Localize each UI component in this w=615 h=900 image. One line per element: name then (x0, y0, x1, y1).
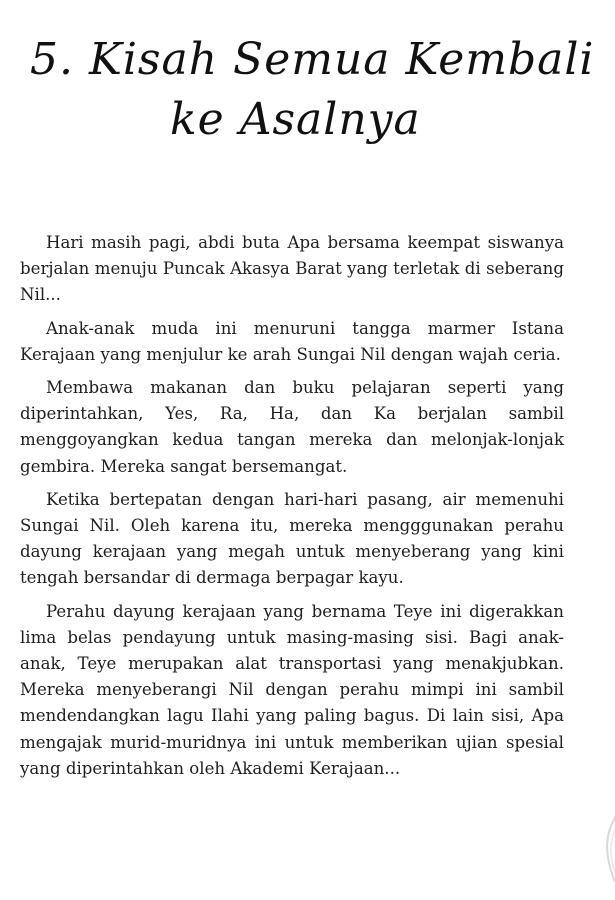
chapter-title-line-2: ke Asalnya (170, 94, 421, 145)
chapter-title (30, 30, 600, 150)
paragraph: Hari masih pagi, abdi buta Apa bersama keempat siswanya berjalan menuju Puncak Akasya Barat yang terletak di seberang Nil... (20, 233, 564, 305)
paragraph: Membawa makanan dan buku pelajaran seperti yang diperintahkan, Yes, Ra, Ha, dan Ka berjalan sambil menggoyangkan kedua tangan mereka dan melonjak-lonjak gembira. Mereka sangat bersemangat. (20, 378, 564, 476)
paragraph: Ketika bertepatan dengan hari-hari pasang, air memenuhi Sungai Nil. Oleh karena itu, mereka mengggunakan perahu dayung kerajaan yang megah untuk menyeberang yang kini tengah bersandar di dermaga berpagar kayu. (20, 489, 564, 588)
chapter-body (20, 230, 564, 789)
paragraph: Perahu dayung kerajaan yang bernama Teye ini digerakkan lima belas pendayung untuk masing-masing sisi. Bagi anak-anak, Teye merupakan alat transportasi yang menakjubkan. Mereka menyeberangi Nil dengan perahu mimpi ini sambil mendendangkan lagu Ilahi yang paling bagus. Di lain sisi, Apa mengajak murid-muridnya ini untuk memberikan ujian spesial yang diperintahkan oleh Akademi Kerajaan... (20, 601, 564, 778)
decorative-ornament-icon (593, 812, 615, 882)
paragraph: Anak-anak muda ini menuruni tangga marmer Istana Kerajaan yang menjulur ke arah Sungai Nil dengan wajah ceria. (20, 318, 564, 364)
chapter-title-line-1: 5. Kisah Semua Kembali (30, 34, 595, 85)
